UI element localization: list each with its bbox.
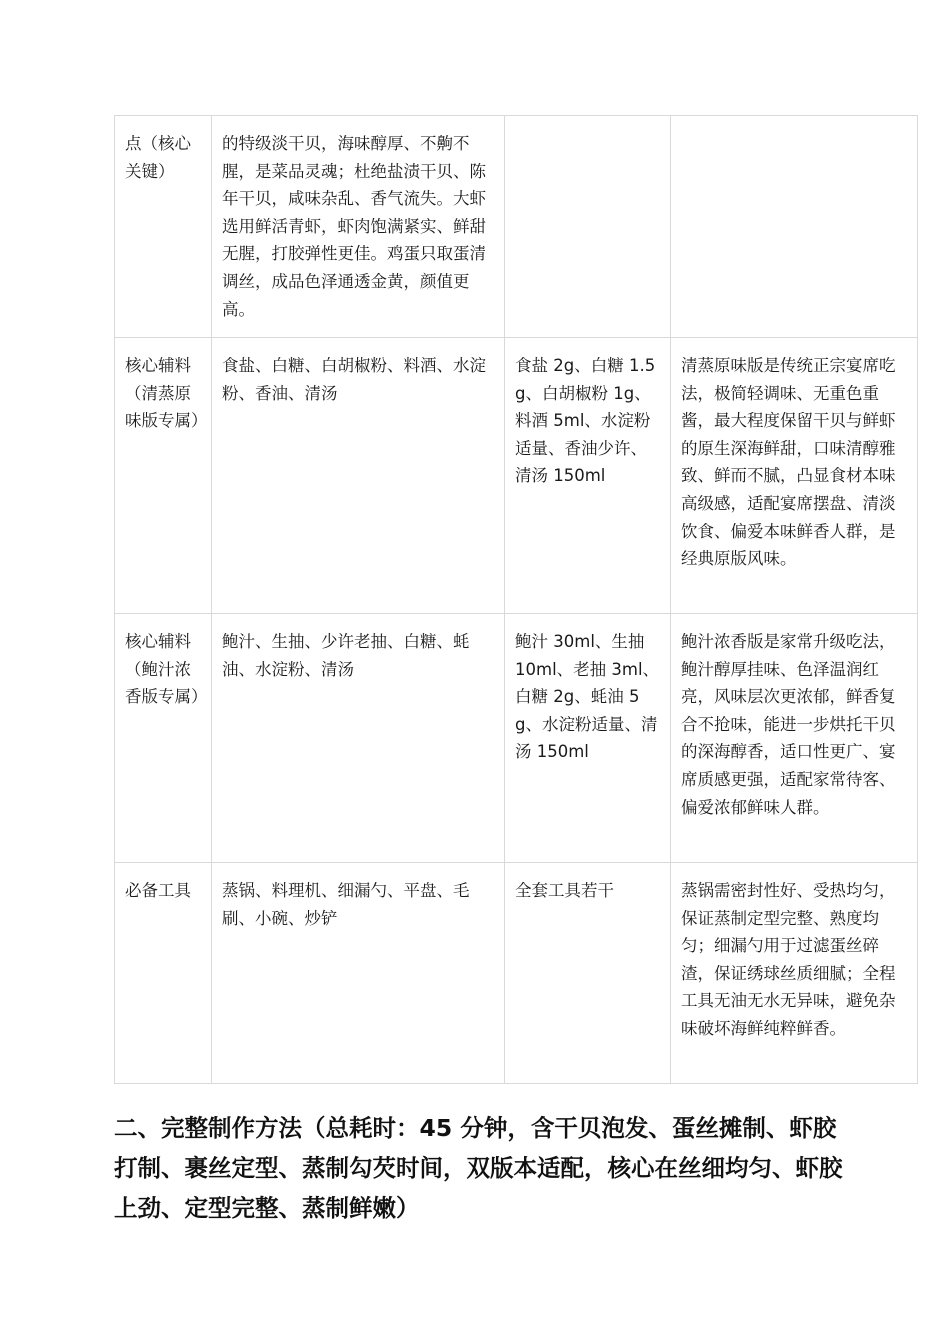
table-cell-note: 蒸锅需密封性好、受热均匀，保证蒸制定型完整、熟度均匀；细漏勺用于过滤蛋丝碎渣，保证绣球丝质细腻；全程工具无油无水无异味，避免杂味破坏海鲜纯粹鲜香。 xyxy=(671,863,918,1084)
table-row xyxy=(115,116,918,338)
ingredients-table xyxy=(114,115,918,1084)
table-cell-amount: 鲍汁 30ml、生抽 10ml、老抽 3ml、白糖 2g、蚝油 5g、水淀粉适量、清汤 150ml xyxy=(505,614,671,863)
table-row xyxy=(115,863,918,1084)
table-cell-amount: 食盐 2g、白糖 1.5g、白胡椒粉 1g、料酒 5ml、水淀粉适量、香油少许、清汤 150ml xyxy=(505,338,671,614)
table-cell-note: 清蒸原味版是传统正宗宴席吃法，极简轻调味、无重色重酱，最大程度保留干贝与鲜虾的原生深海鲜甜，口味清醇雅致、鲜而不腻，凸显食材本味高级感，适配宴席摆盘、清淡饮食、偏爱本味鲜香人群，是经典原版风味。 xyxy=(671,338,918,614)
table-row xyxy=(115,338,918,614)
section-heading: 二、完整制作方法（总耗时：45 分钟，含干贝泡发、蛋丝摊制、虾胶打制、裹丝定型、蒸制勾芡时间，双版本适配，核心在丝细均匀、虾胶上劲、定型完整、蒸制鲜嫩） xyxy=(114,1114,843,1222)
table-row xyxy=(115,614,918,863)
table-cell-item: 核心辅料（清蒸原味版专属） xyxy=(115,338,212,614)
table-cell-note: 鲍汁浓香版是家常升级吃法，鲍汁醇厚挂味、色泽温润红亮，风味层次更浓郁，鲜香复合不抢味，能进一步烘托干贝的深海醇香，适口性更广、宴席质感更强，适配家常待客、偏爱浓郁鲜味人群。 xyxy=(671,614,918,863)
table-cell-detail: 鲍汁、生抽、少许老抽、白糖、蚝油、水淀粉、清汤 xyxy=(212,614,505,863)
table-cell-detail: 食盐、白糖、白胡椒粉、料酒、水淀粉、香油、清汤 xyxy=(212,338,505,614)
table-cell-item: 必备工具 xyxy=(115,863,212,1084)
table-cell-note xyxy=(671,116,918,338)
table-cell-item: 点（核心关键） xyxy=(115,116,212,338)
table-cell-amount: 全套工具若干 xyxy=(505,863,671,1084)
table-cell-detail: 蒸锅、料理机、细漏勺、平盘、毛刷、小碗、炒铲 xyxy=(212,863,505,1084)
table-cell-item: 核心辅料（鲍汁浓香版专属） xyxy=(115,614,212,863)
table-cell-detail: 的特级淡干贝，海味醇厚、不齁不腥，是菜品灵魂；杜绝盐渍干贝、陈年干贝，咸味杂乱、香气流失。大虾选用鲜活青虾，虾肉饱满紧实、鲜甜无腥，打胶弹性更佳。鸡蛋只取蛋清调丝，成品色泽通透金黄，颜值更高。 xyxy=(212,116,505,338)
table-cell-amount xyxy=(505,116,671,338)
